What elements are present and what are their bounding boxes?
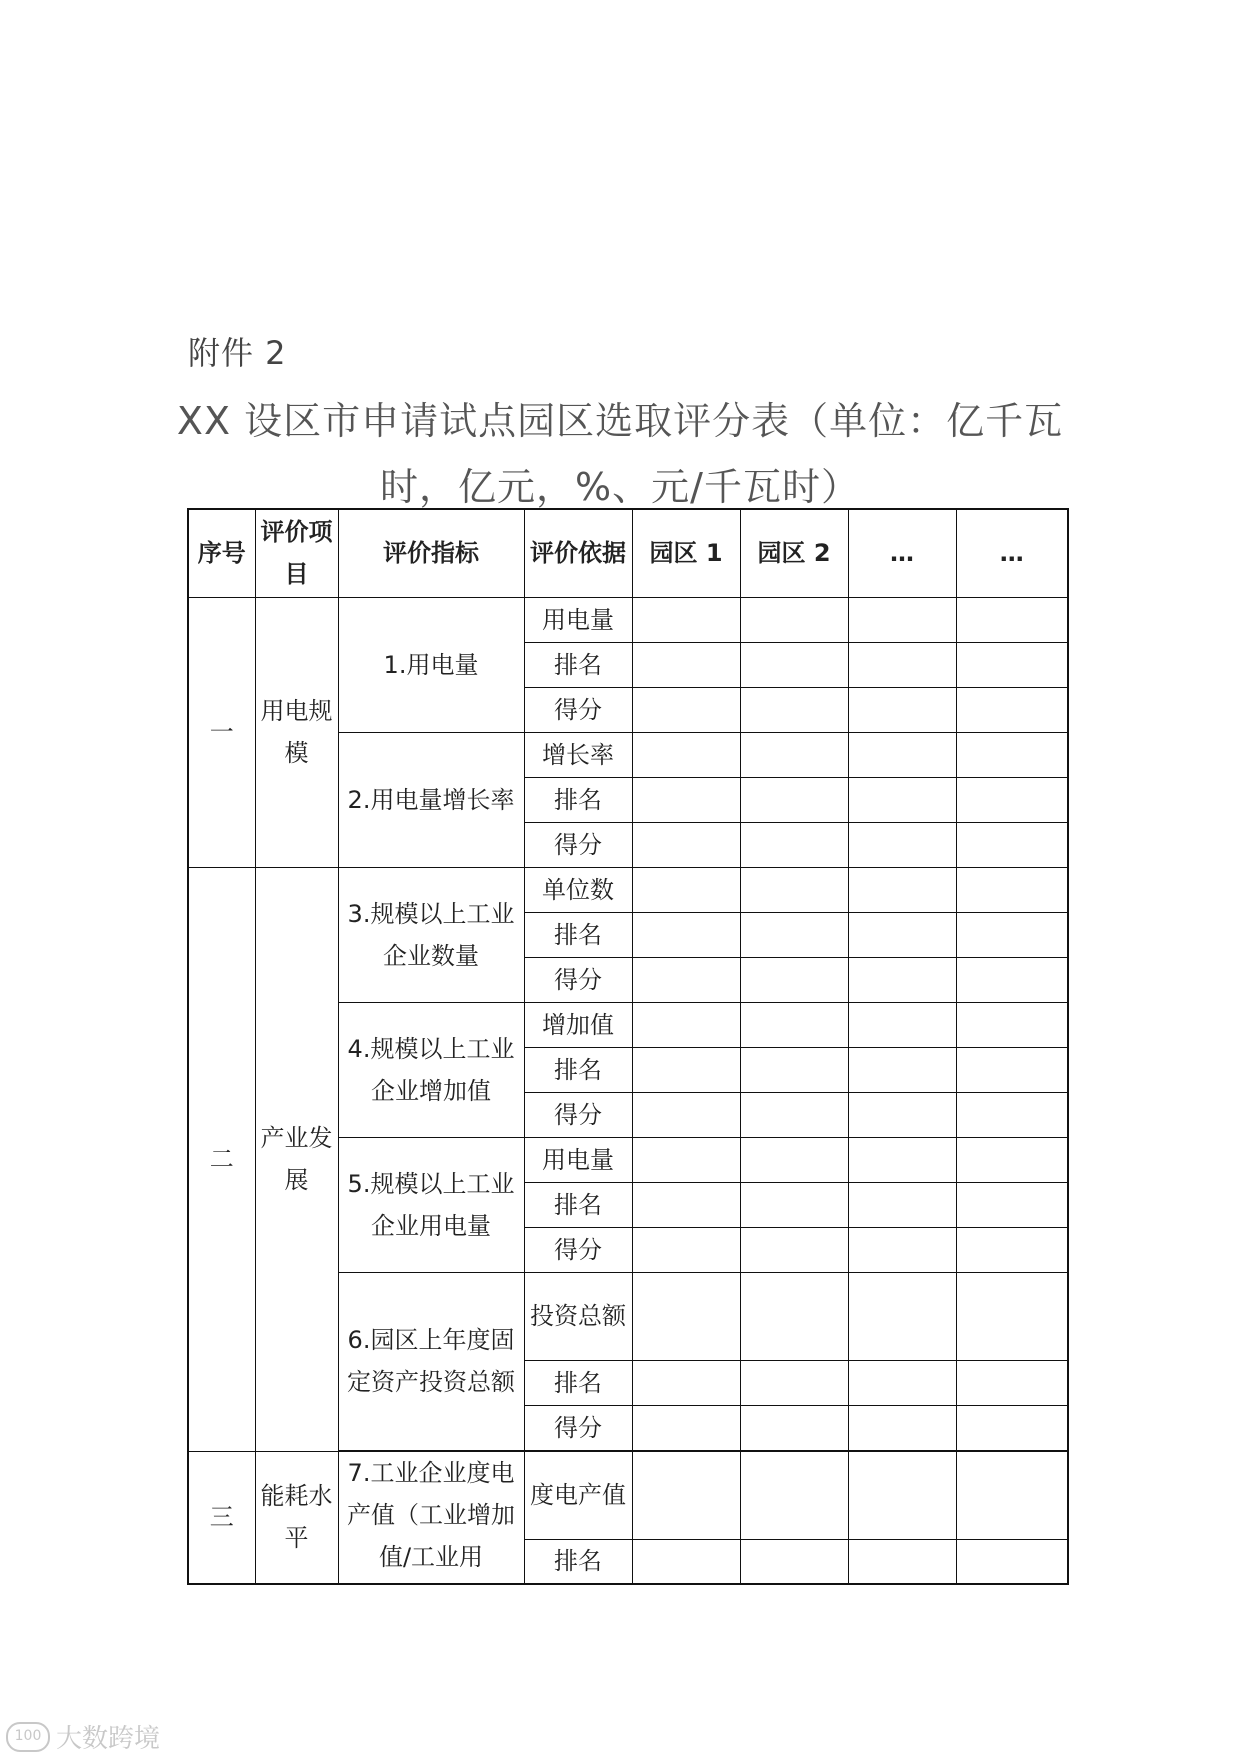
- score-cell: [956, 912, 1068, 957]
- score-cell: [956, 687, 1068, 732]
- score-cell: [848, 1539, 956, 1584]
- basis-cell: 得分: [524, 1227, 632, 1272]
- score-cell: [632, 1137, 740, 1182]
- score-cell: [848, 912, 956, 957]
- score-cell: [740, 1272, 848, 1360]
- score-cell: [632, 732, 740, 777]
- section-no: 一: [188, 597, 255, 867]
- score-cell: [632, 1539, 740, 1584]
- score-cell: [740, 597, 848, 642]
- section-no: 三: [188, 1451, 255, 1584]
- score-cell: [848, 1092, 956, 1137]
- score-cell: [632, 1272, 740, 1360]
- col-header-indicator: 评价指标: [338, 509, 524, 597]
- score-cell: [632, 1360, 740, 1405]
- basis-cell: 增加值: [524, 1002, 632, 1047]
- score-cell: [632, 822, 740, 867]
- score-cell: [740, 1182, 848, 1227]
- col-header-park-2: 园区 2: [740, 509, 848, 597]
- score-cell: [848, 1451, 956, 1539]
- col-header-basis: 评价依据: [524, 509, 632, 597]
- score-cell: [632, 957, 740, 1002]
- score-cell: [848, 1137, 956, 1182]
- col-header-item: 评价项目: [255, 509, 338, 597]
- basis-cell: 得分: [524, 822, 632, 867]
- score-cell: [956, 957, 1068, 1002]
- score-cell: [956, 597, 1068, 642]
- watermark: [6, 1718, 160, 1755]
- score-cell: [956, 1182, 1068, 1227]
- score-cell: [956, 1272, 1068, 1360]
- basis-cell: 排名: [524, 1539, 632, 1584]
- basis-cell: 排名: [524, 642, 632, 687]
- watermark-logo: 100: [6, 1722, 50, 1752]
- score-cell: [632, 1092, 740, 1137]
- attachment-label: 附件 2: [188, 334, 287, 372]
- basis-cell: 排名: [524, 1182, 632, 1227]
- score-cell: [848, 867, 956, 912]
- score-cell: [632, 912, 740, 957]
- indicator-name: 5.规模以上工业企业用电量: [338, 1137, 524, 1272]
- score-cell: [848, 597, 956, 642]
- page-title-line-2: 时，亿元，%、元/千瓦时）: [380, 465, 860, 509]
- score-cell: [740, 1360, 848, 1405]
- score-cell: [848, 1182, 956, 1227]
- score-cell: [740, 777, 848, 822]
- indicator-name: 2.用电量增长率: [338, 732, 524, 867]
- basis-cell: 用电量: [524, 597, 632, 642]
- score-cell: [848, 1227, 956, 1272]
- watermark-text: 大数跨境: [56, 1724, 161, 1754]
- table-row: [188, 1451, 1068, 1539]
- score-cell: [848, 732, 956, 777]
- indicator-name: 3.规模以上工业企业数量: [338, 867, 524, 1002]
- score-cell: [740, 822, 848, 867]
- score-cell: [740, 687, 848, 732]
- score-cell: [740, 732, 848, 777]
- score-cell: [632, 1047, 740, 1092]
- page-title-line-1: XX 设区市申请试点园区选取评分表（单位：亿千瓦: [176, 399, 1064, 443]
- basis-cell: 度电产值: [524, 1451, 632, 1539]
- score-cell: [956, 1405, 1068, 1450]
- section-item: 用电规模: [255, 597, 338, 867]
- score-cell: [956, 1451, 1068, 1539]
- score-cell: [740, 957, 848, 1002]
- basis-cell: 排名: [524, 777, 632, 822]
- score-cell: [740, 1002, 848, 1047]
- score-cell: [740, 867, 848, 912]
- score-cell: [848, 642, 956, 687]
- score-cell: [632, 777, 740, 822]
- score-cell: [632, 687, 740, 732]
- score-table: [187, 508, 1069, 1585]
- score-cell: [740, 1227, 848, 1272]
- score-cell: [956, 1539, 1068, 1584]
- col-header-ellipsis-1: …: [848, 509, 956, 597]
- score-cell: [848, 822, 956, 867]
- score-cell: [632, 1451, 740, 1539]
- basis-cell: 用电量: [524, 1137, 632, 1182]
- score-cell: [848, 1272, 956, 1360]
- score-cell: [740, 1451, 848, 1539]
- basis-cell: 单位数: [524, 867, 632, 912]
- score-cell: [956, 732, 1068, 777]
- indicator-name: 7.工业企业度电产值（工业增加值/工业用: [338, 1451, 524, 1584]
- score-cell: [740, 912, 848, 957]
- col-header-ellipsis-2: …: [956, 509, 1068, 597]
- basis-cell: 得分: [524, 687, 632, 732]
- basis-cell: 投资总额: [524, 1272, 632, 1360]
- score-cell: [956, 642, 1068, 687]
- score-cell: [956, 1360, 1068, 1405]
- score-cell: [632, 867, 740, 912]
- score-cell: [956, 777, 1068, 822]
- score-cell: [848, 1047, 956, 1092]
- section-item: 产业发展: [255, 867, 338, 1451]
- score-cell: [740, 1539, 848, 1584]
- score-cell: [848, 1360, 956, 1405]
- score-cell: [848, 1405, 956, 1450]
- col-header-no: 序号: [188, 509, 255, 597]
- score-cell: [956, 867, 1068, 912]
- score-cell: [848, 957, 956, 1002]
- score-cell: [956, 1002, 1068, 1047]
- table-header-row: [188, 509, 1068, 597]
- score-cell: [848, 1002, 956, 1047]
- indicator-name: 1.用电量: [338, 597, 524, 732]
- score-cell: [632, 1182, 740, 1227]
- score-cell: [956, 1137, 1068, 1182]
- score-cell: [956, 1047, 1068, 1092]
- score-cell: [848, 687, 956, 732]
- table-row: [188, 597, 1068, 642]
- table-row: [188, 867, 1068, 912]
- score-cell: [632, 597, 740, 642]
- score-cell: [956, 822, 1068, 867]
- score-cell: [740, 1137, 848, 1182]
- score-cell: [848, 777, 956, 822]
- basis-cell: 排名: [524, 1047, 632, 1092]
- col-header-park-1: 园区 1: [632, 509, 740, 597]
- score-cell: [632, 1002, 740, 1047]
- score-cell: [740, 1405, 848, 1450]
- score-cell: [740, 642, 848, 687]
- basis-cell: 增长率: [524, 732, 632, 777]
- section-no: 二: [188, 867, 255, 1451]
- indicator-name: 4.规模以上工业企业增加值: [338, 1002, 524, 1137]
- basis-cell: 得分: [524, 1092, 632, 1137]
- section-item: 能耗水平: [255, 1451, 338, 1584]
- score-cell: [632, 1405, 740, 1450]
- score-cell: [632, 1227, 740, 1272]
- basis-cell: 得分: [524, 957, 632, 1002]
- indicator-name: 6.园区上年度固定资产投资总额: [338, 1272, 524, 1450]
- score-cell: [740, 1092, 848, 1137]
- score-cell: [632, 642, 740, 687]
- basis-cell: 排名: [524, 912, 632, 957]
- basis-cell: 得分: [524, 1405, 632, 1450]
- score-cell: [956, 1092, 1068, 1137]
- score-cell: [956, 1227, 1068, 1272]
- basis-cell: 排名: [524, 1360, 632, 1405]
- score-cell: [740, 1047, 848, 1092]
